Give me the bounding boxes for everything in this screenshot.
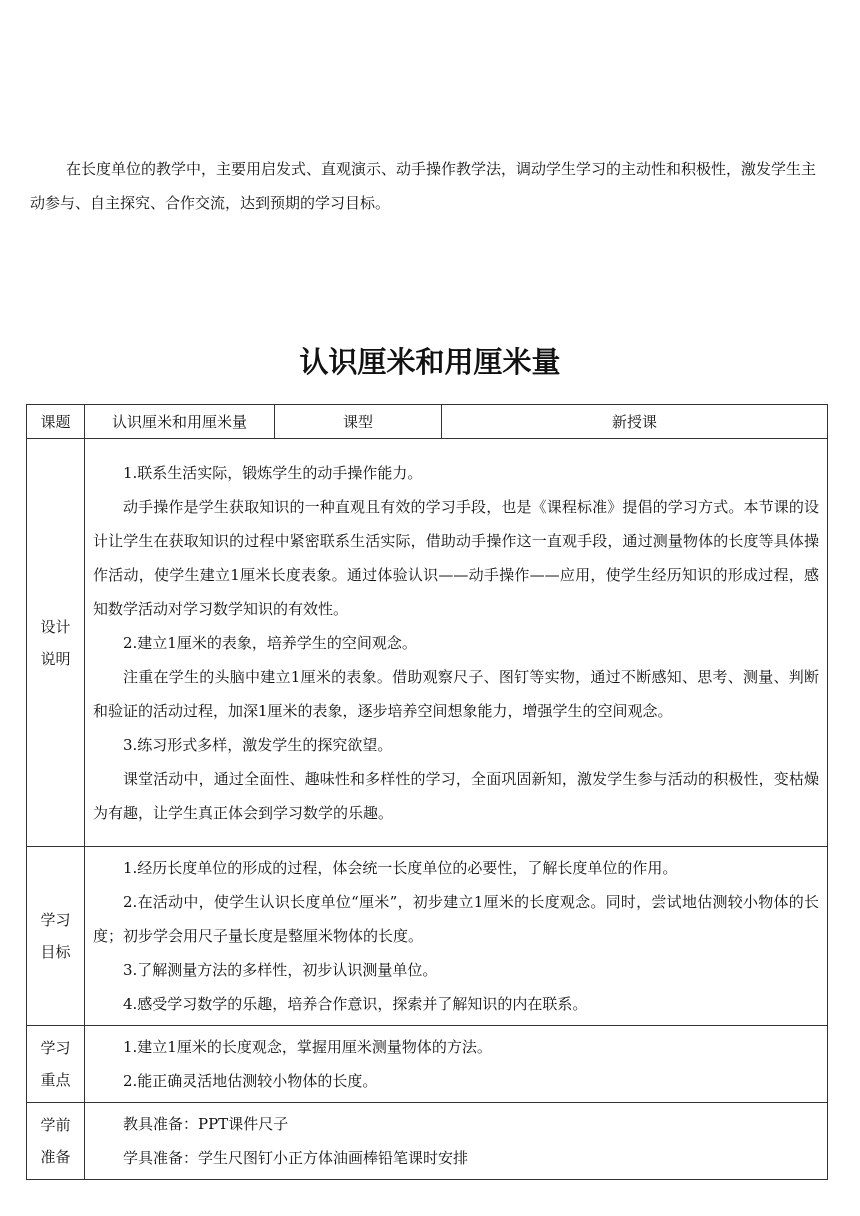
goals-content (85, 847, 828, 1026)
design-paragraph: 2.建立1厘米的表象，培养学生的空间观念。 (123, 633, 417, 652)
goals-paragraph: 4.感受学习数学的乐趣，培养合作意识，探索并了解知识的内在联系。 (123, 995, 588, 1013)
design-paragraph: 课堂活动中，通过全面性、趣味性和多样性的学习，全面巩固新知，激发学生参与活动的积极性，变枯燥为有趣，让学生真正体会到学习数学的乐趣。 (93, 769, 819, 822)
lesson-type-value: 新授课 (442, 405, 828, 439)
key-points-paragraph: 2.能正确灵活地估测较小物体的长度。 (123, 1072, 378, 1090)
prep-paragraph: 学具准备：学生尺图钉小正方体油画棒铅笔课时安排 (123, 1149, 469, 1167)
topic-label: 课题 (27, 405, 85, 439)
prep-paragraph: 教具准备：PPT课件尺子 (123, 1115, 289, 1133)
lesson-type-label: 课型 (275, 405, 442, 439)
topic-value: 认识厘米和用厘米量 (85, 405, 275, 439)
design-paragraph: 动手操作是学生获取知识的一种直观且有效的学习手段，也是《课程标准》提倡的学习方式。本节课的设计让学生在获取知识的过程中紧密联系生活实际，借助动手操作这一直观手段，通过测量物体的长度等具体操作活动，使学生建立1厘米长度表象。通过体验认识——动手操作——应用，使学生经历知识的形成过程，感知数学活动对学习数学知识的有效性。 (93, 497, 819, 618)
goals-label: 学习 目标 (27, 847, 85, 1026)
design-label: 设计 说明 (27, 439, 85, 847)
key-points-row (27, 1026, 828, 1103)
design-content (85, 439, 828, 847)
design-paragraph: 注重在学生的头脑中建立1厘米的表象。借助观察尺子、图钉等实物，通过不断感知、思考、测量、判断和验证的活动过程，加深1厘米的表象，逐步培养空间想象能力，增强学生的空间观念。 (93, 667, 819, 720)
page-title: 认识厘米和用厘米量 (299, 345, 561, 379)
goals-paragraph: 1.经历长度单位的形成的过程，体会统一长度单位的必要性，了解长度单位的作用。 (123, 859, 678, 877)
goals-row (27, 847, 828, 1026)
intro-paragraph: 在长度单位的教学中，主要用启发式、直观演示、动手操作教学法，调动学生学习的主动性和积极性，激发学生主动参与、自主探究、合作交流，达到预期的学习目标。 (30, 160, 817, 212)
goals-paragraph: 2.在活动中，使学生认识长度单位“厘米”，初步建立1厘米的长度观念。同时，尝试地估测较小物体的长度；初步学会用尺子量长度是整厘米物体的长度。 (93, 893, 819, 945)
design-paragraph: 3.练习形式多样，激发学生的探究欲望。 (123, 735, 393, 754)
design-row (27, 439, 828, 847)
header-row (27, 405, 828, 439)
prep-content (85, 1103, 828, 1180)
design-paragraph: 1.联系生活实际，锻炼学生的动手操作能力。 (123, 463, 423, 482)
key-points-label: 学习 重点 (27, 1026, 85, 1103)
goals-paragraph: 3.了解测量方法的多样性，初步认识测量单位。 (123, 961, 438, 979)
prep-row (27, 1103, 828, 1180)
lesson-plan-table (26, 404, 828, 1180)
key-points-paragraph: 1.建立1厘米的长度观念，掌握用厘米测量物体的方法。 (123, 1038, 492, 1056)
prep-label: 学前 准备 (27, 1103, 85, 1180)
key-points-content (85, 1026, 828, 1103)
